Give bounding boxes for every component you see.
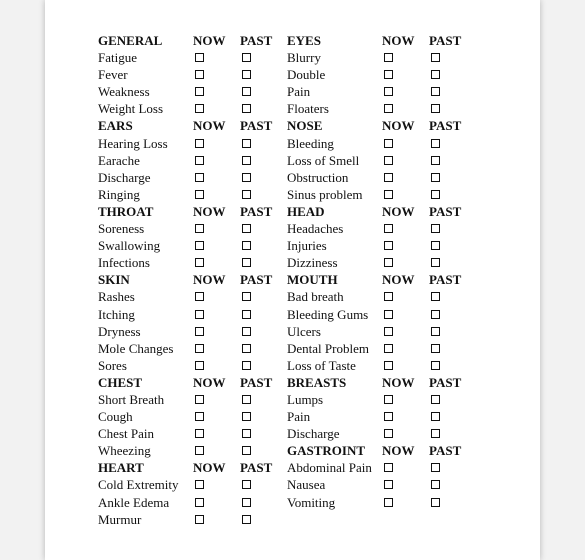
past-checkbox[interactable] (431, 480, 440, 489)
symptom-label: Dental Problem (287, 340, 369, 356)
past-checkbox[interactable] (431, 463, 440, 472)
symptom-row-earache (98, 152, 288, 169)
past-checkbox[interactable] (242, 344, 251, 353)
symptom-label: Pain (287, 84, 311, 100)
symptom-row-cough (98, 408, 288, 425)
past-checkbox[interactable] (431, 241, 440, 250)
symptom-row-abdominal-pain (287, 459, 477, 476)
symptom-label: Ringing (98, 186, 140, 202)
past-column-header: PAST (429, 443, 462, 459)
symptom-row-discharge (98, 169, 288, 186)
section-header-head (287, 203, 477, 220)
symptom-label: Obstruction (287, 169, 349, 185)
past-checkbox[interactable] (242, 327, 251, 336)
symptom-label: Hearing Loss (98, 135, 168, 151)
symptom-row-dryness (98, 323, 288, 340)
past-checkbox[interactable] (242, 498, 251, 507)
past-checkbox[interactable] (242, 412, 251, 421)
past-checkbox[interactable] (242, 70, 251, 79)
now-checkbox[interactable] (384, 87, 393, 96)
past-column-header: PAST (429, 374, 462, 390)
symptom-row-infections (98, 254, 288, 271)
symptom-label: Blurry (287, 50, 321, 66)
symptom-row-double (287, 66, 477, 83)
symptom-label: Earache (98, 152, 140, 168)
symptom-label: Rashes (98, 289, 135, 305)
symptom-row-mole-changes (98, 340, 288, 357)
now-checkbox[interactable] (384, 258, 393, 267)
past-column-header: PAST (240, 203, 273, 219)
symptom-row-ankle-edema (98, 494, 288, 511)
section-title: SKIN (98, 272, 130, 288)
now-checkbox[interactable] (195, 344, 204, 353)
symptom-row-bleeding-gums (287, 306, 477, 323)
symptom-label: Dryness (98, 323, 141, 339)
symptom-label: Pain (287, 409, 311, 425)
symptom-row-cold-extremity (98, 476, 288, 493)
past-checkbox[interactable] (431, 87, 440, 96)
symptom-label: Infections (98, 255, 150, 271)
symptom-label: Weight Loss (98, 101, 164, 117)
now-checkbox[interactable] (195, 53, 204, 62)
left-symptom-column (98, 32, 288, 528)
symptom-label: Injuries (287, 238, 327, 254)
symptom-row-weight-loss (98, 100, 288, 117)
symptom-row-bleeding (287, 135, 477, 152)
now-checkbox[interactable] (384, 429, 393, 438)
now-column-header: NOW (193, 272, 226, 288)
past-checkbox[interactable] (242, 104, 251, 113)
section-title: CHEST (98, 374, 143, 390)
past-checkbox[interactable] (242, 429, 251, 438)
section-title: HEART (98, 460, 144, 476)
past-checkbox[interactable] (242, 395, 251, 404)
symptom-label: Vomiting (287, 494, 336, 510)
past-checkbox[interactable] (242, 310, 251, 319)
symptom-label: Floaters (287, 101, 329, 117)
symptom-label: Fever (98, 67, 128, 83)
now-checkbox[interactable] (195, 480, 204, 489)
past-checkbox[interactable] (242, 480, 251, 489)
now-checkbox[interactable] (384, 344, 393, 353)
symptom-row-hearing-loss (98, 135, 288, 152)
now-column-header: NOW (193, 460, 226, 476)
section-title: EYES (287, 33, 321, 48)
symptom-label: Ankle Edema (98, 494, 170, 510)
now-checkbox[interactable] (195, 70, 204, 79)
symptom-row-pain (287, 83, 477, 100)
now-column-header: NOW (382, 443, 415, 459)
past-checkbox[interactable] (242, 224, 251, 233)
now-checkbox[interactable] (384, 292, 393, 301)
past-checkbox[interactable] (431, 258, 440, 267)
symptom-row-injuries (287, 237, 477, 254)
symptom-label: Lumps (287, 391, 324, 407)
symptom-row-bad-breath (287, 288, 477, 305)
now-checkbox[interactable] (195, 446, 204, 455)
past-column-header: PAST (429, 33, 462, 48)
now-column-header: NOW (382, 272, 415, 288)
now-checkbox[interactable] (195, 156, 204, 165)
now-checkbox[interactable] (384, 310, 393, 319)
symptom-label: Bad breath (287, 289, 344, 305)
past-column-header: PAST (240, 460, 273, 476)
now-checkbox[interactable] (384, 70, 393, 79)
section-header-skin (98, 271, 288, 288)
symptom-row-swallowing (98, 237, 288, 254)
symptom-label: Loss of Taste (287, 357, 356, 373)
symptom-row-nausea (287, 476, 477, 493)
symptom-label: Short Breath (98, 391, 165, 407)
now-checkbox[interactable] (195, 361, 204, 370)
past-column-header: PAST (429, 203, 462, 219)
symptom-row-ulcers (287, 323, 477, 340)
now-checkbox[interactable] (195, 190, 204, 199)
now-column-header: NOW (193, 374, 226, 390)
now-checkbox[interactable] (195, 173, 204, 182)
past-checkbox[interactable] (431, 53, 440, 62)
now-checkbox[interactable] (384, 327, 393, 336)
symptom-label: Bleeding Gums (287, 306, 369, 322)
past-column-header: PAST (240, 118, 273, 134)
symptom-label: Sores (98, 357, 127, 373)
past-checkbox[interactable] (242, 515, 251, 524)
now-checkbox[interactable] (195, 429, 204, 438)
past-column-header: PAST (240, 374, 273, 390)
now-checkbox[interactable] (384, 463, 393, 472)
symptom-row-blurry (287, 49, 477, 66)
now-column-header: NOW (382, 374, 415, 390)
section-title: MOUTH (287, 272, 338, 288)
past-checkbox[interactable] (431, 173, 440, 182)
symptom-label: Dizziness (287, 255, 338, 271)
right-symptom-column (287, 32, 477, 511)
symptom-label: Loss of Smell (287, 152, 360, 168)
past-column-header: PAST (429, 118, 462, 134)
symptom-label: Soreness (98, 221, 145, 237)
symptom-row-loss-of-taste (287, 357, 477, 374)
symptom-label: Murmur (98, 511, 142, 527)
past-checkbox[interactable] (431, 498, 440, 507)
symptom-row-weakness (98, 83, 288, 100)
past-checkbox[interactable] (242, 241, 251, 250)
now-checkbox[interactable] (384, 104, 393, 113)
symptom-row-obstruction (287, 169, 477, 186)
now-checkbox[interactable] (195, 104, 204, 113)
section-header-gastroint (287, 442, 477, 459)
now-checkbox[interactable] (384, 190, 393, 199)
past-checkbox[interactable] (431, 395, 440, 404)
symptom-row-fever (98, 66, 288, 83)
symptom-row-dental-problem (287, 340, 477, 357)
past-checkbox[interactable] (431, 104, 440, 113)
symptom-row-dizziness (287, 254, 477, 271)
now-checkbox[interactable] (195, 515, 204, 524)
section-header-mouth (287, 271, 477, 288)
symptom-row-sinus-problem (287, 186, 477, 203)
now-checkbox[interactable] (384, 498, 393, 507)
now-checkbox[interactable] (195, 395, 204, 404)
symptom-row-sores (98, 357, 288, 374)
now-checkbox[interactable] (384, 156, 393, 165)
symptom-row-vomiting (287, 494, 477, 511)
symptom-label: Sinus problem (287, 186, 363, 202)
now-checkbox[interactable] (195, 310, 204, 319)
symptom-label: Itching (98, 306, 135, 322)
symptom-row-short-breath (98, 391, 288, 408)
symptom-label: Headaches (287, 221, 344, 237)
past-checkbox[interactable] (431, 292, 440, 301)
symptom-label: Chest Pain (98, 426, 154, 442)
past-checkbox[interactable] (242, 258, 251, 267)
section-header-heart (98, 459, 288, 476)
now-checkbox[interactable] (384, 412, 393, 421)
now-checkbox[interactable] (195, 327, 204, 336)
now-column-header: NOW (193, 203, 226, 219)
past-checkbox[interactable] (431, 327, 440, 336)
symptom-row-loss-of-smell (287, 152, 477, 169)
symptom-label: Nausea (287, 477, 326, 493)
past-checkbox[interactable] (242, 87, 251, 96)
now-column-header: NOW (382, 118, 415, 134)
past-column-header: PAST (240, 33, 273, 48)
past-checkbox[interactable] (242, 173, 251, 182)
past-checkbox[interactable] (242, 53, 251, 62)
section-header-eyes (287, 32, 477, 49)
symptom-row-itching (98, 306, 288, 323)
past-checkbox[interactable] (431, 310, 440, 319)
symptom-label: Discharge (287, 426, 340, 442)
now-checkbox[interactable] (384, 53, 393, 62)
now-column-header: NOW (382, 33, 415, 48)
past-checkbox[interactable] (431, 344, 440, 353)
symptom-label: Swallowing (98, 238, 161, 254)
now-checkbox[interactable] (384, 395, 393, 404)
past-checkbox[interactable] (431, 361, 440, 370)
now-checkbox[interactable] (384, 173, 393, 182)
section-title: NOSE (287, 118, 323, 134)
symptom-label: Discharge (98, 169, 151, 185)
past-checkbox[interactable] (242, 190, 251, 199)
symptom-row-rashes (98, 288, 288, 305)
symptom-row-wheezing (98, 442, 288, 459)
past-checkbox[interactable] (242, 292, 251, 301)
past-checkbox[interactable] (431, 190, 440, 199)
symptom-row-lumps (287, 391, 477, 408)
now-checkbox[interactable] (384, 480, 393, 489)
symptom-label: Abdominal Pain (287, 460, 372, 476)
past-checkbox[interactable] (431, 139, 440, 148)
past-checkbox[interactable] (242, 156, 251, 165)
past-checkbox[interactable] (431, 70, 440, 79)
symptom-row-pain (287, 408, 477, 425)
symptom-label: Double (287, 67, 326, 83)
now-checkbox[interactable] (195, 498, 204, 507)
section-header-nose (287, 117, 477, 134)
section-header-throat (98, 203, 288, 220)
symptom-label: Ulcers (287, 323, 321, 339)
symptom-label: Weakness (98, 84, 150, 100)
symptom-row-soreness (98, 220, 288, 237)
section-title: GENERAL (98, 33, 163, 48)
symptom-label: Wheezing (98, 443, 151, 459)
now-checkbox[interactable] (195, 87, 204, 96)
past-column-header: PAST (429, 272, 462, 288)
now-checkbox[interactable] (195, 412, 204, 421)
symptom-row-floaters (287, 100, 477, 117)
past-checkbox[interactable] (242, 446, 251, 455)
now-checkbox[interactable] (195, 224, 204, 233)
symptom-row-headaches (287, 220, 477, 237)
past-checkbox[interactable] (431, 156, 440, 165)
symptom-row-discharge (287, 425, 477, 442)
symptom-label: Cold Extremity (98, 477, 179, 493)
now-checkbox[interactable] (384, 361, 393, 370)
section-title: BREASTS (287, 374, 347, 390)
now-checkbox[interactable] (195, 139, 204, 148)
symptom-label: Fatigue (98, 50, 137, 66)
section-header-chest (98, 374, 288, 391)
section-title: HEAD (287, 203, 325, 219)
past-checkbox[interactable] (431, 412, 440, 421)
section-title: EARS (98, 118, 133, 134)
past-checkbox[interactable] (431, 224, 440, 233)
past-column-header: PAST (240, 272, 273, 288)
now-checkbox[interactable] (384, 224, 393, 233)
section-header-breasts (287, 374, 477, 391)
symptom-row-fatigue (98, 49, 288, 66)
now-checkbox[interactable] (195, 292, 204, 301)
now-checkbox[interactable] (384, 241, 393, 250)
past-checkbox[interactable] (431, 429, 440, 438)
symptom-row-chest-pain (98, 425, 288, 442)
past-checkbox[interactable] (242, 139, 251, 148)
now-checkbox[interactable] (384, 139, 393, 148)
symptom-label: Mole Changes (98, 340, 174, 356)
symptom-label: Cough (98, 409, 133, 425)
section-header-general (98, 32, 288, 49)
now-column-header: NOW (193, 33, 226, 48)
now-column-header: NOW (193, 118, 226, 134)
symptom-row-murmur (98, 511, 288, 528)
now-checkbox[interactable] (195, 258, 204, 267)
symptom-label: Bleeding (287, 135, 334, 151)
section-header-ears (98, 117, 288, 134)
section-title: THROAT (98, 203, 154, 219)
symptom-row-ringing (98, 186, 288, 203)
past-checkbox[interactable] (242, 361, 251, 370)
now-column-header: NOW (382, 203, 415, 219)
section-title: GASTROINT (287, 443, 366, 459)
now-checkbox[interactable] (195, 241, 204, 250)
